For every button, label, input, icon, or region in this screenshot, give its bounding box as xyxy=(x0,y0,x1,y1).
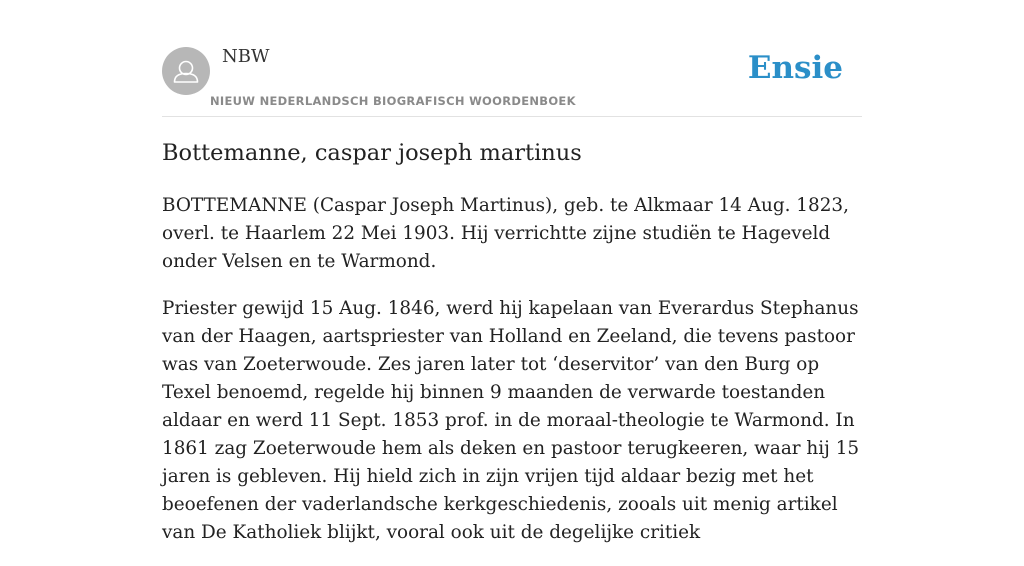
person-icon xyxy=(162,47,210,95)
article-paragraph: Priester gewijd 15 Aug. 1846, werd hij kapelaan van Everardus Stephanus van der Haagen, aartspriester van Holland en Zeeland, die tevens pastoor was van Zoeterwoude. Zes jaren later tot ‘deservitor’ van den Burg op Texel benoemd, regelde hij binnen 9 maanden de verwarde toestanden aldaar en werd 11 Sept. 1853 prof. in de moraal-theologie te Warmond. In 1861 zag Zoeterwoude hem als deken en pastoor terugkeeren, waar hij 15 jaren is gebleven. Hij hield zich in zijn vrijen tijd aldaar bezig met het beoefenen der vaderlandsche kerkgeschiedenis, zooals uit menig artikel van De Katholiek blijkt, vooral ook uit de degelijke critiek xyxy=(162,298,860,543)
article-paragraph: BOTTEMANNE (Caspar Joseph Martinus), geb. te Alkmaar 14 Aug. 1823, overl. te Haarlem 22 Mei 1903. Hij verrichtte zijne studiën te Hageveld onder Velsen en te Warmond. xyxy=(162,195,849,272)
source-full-name: NIEUW NEDERLANDSCH BIOGRAFISCH WOORDENBOEK xyxy=(210,94,576,108)
brand-logo[interactable]: Ensie xyxy=(747,50,843,86)
avatar[interactable] xyxy=(162,47,210,95)
source-name[interactable]: NBW xyxy=(222,46,270,67)
article-title: Bottemanne, caspar joseph martinus xyxy=(162,140,582,166)
article-body xyxy=(162,192,862,566)
source-header xyxy=(162,0,862,117)
